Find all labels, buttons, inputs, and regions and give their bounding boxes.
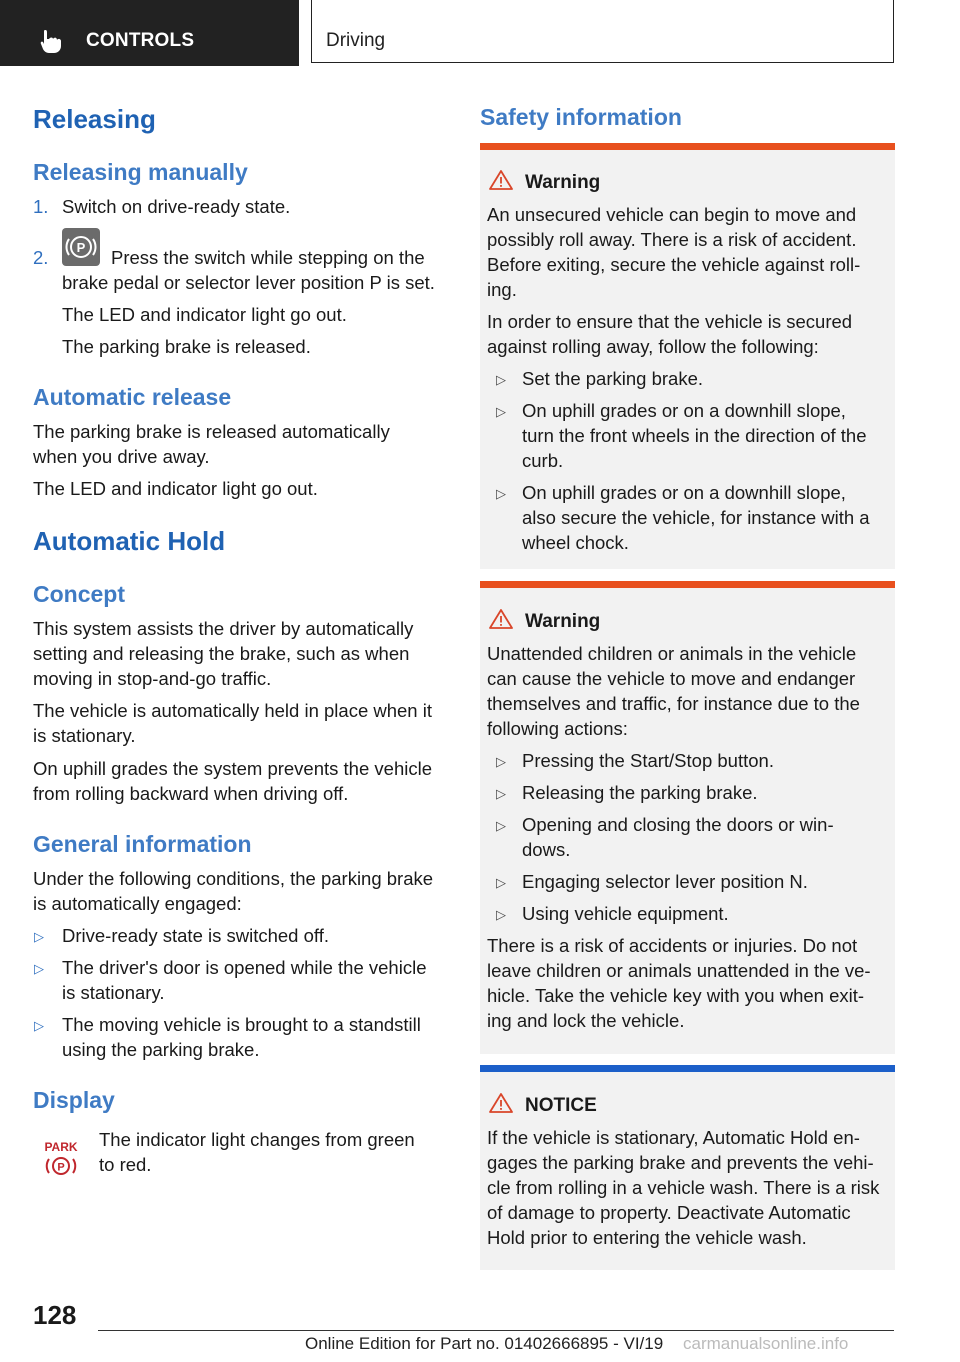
step-text: Press the switch while stepping on the [111,247,425,268]
warning-list-item: turn the front wheels in the direction of the [522,425,867,446]
paragraph: setting and releasing the brake, such as when [33,643,410,664]
paragraph: The LED and indicator light go out. [33,478,318,499]
edition-text: Online Edition for Part no. 01402666895 - VI/19 [305,1334,664,1353]
paragraph: is automatically engaged: [33,893,242,914]
heading-safety-information: Safety information [480,104,682,130]
step-number: 1. [33,196,49,217]
svg-text:P: P [76,240,86,255]
list-item: is stationary. [62,982,165,1003]
heading-releasing-manually: Releasing manually [33,159,248,185]
svg-text:P: P [57,1161,65,1174]
bullet-triangle-icon: ▷ [496,754,506,769]
warning-list-item: On uphill grades or on a downhill slope, [522,400,846,421]
bullet-triangle-icon: ▷ [34,1018,44,1033]
warning-title: Warning [525,611,601,632]
footer-divider [98,1330,894,1331]
notice-text: of damage to property. Deactivate Automatic [487,1202,851,1223]
warning-list-item: On uphill grades or on a downhill slope, [522,482,846,503]
warning-text: possibly roll away. There is a risk of accident. [487,229,857,250]
bullet-triangle-icon: ▷ [496,372,506,387]
paragraph: is stationary. [33,725,136,746]
warning-text: ing. [487,279,517,300]
step-text: brake pedal or selector lever position P is set. [62,272,435,293]
chapter-label: Driving [326,30,386,51]
paragraph: On uphill grades the system prevents the vehicle [33,758,432,779]
notice-text: If the vehicle is stationary, Automatic Hold en‐ [487,1127,860,1148]
bullet-triangle-icon: ▷ [496,786,506,801]
notice-bar [480,1065,895,1072]
paragraph: This system assists the driver by automatically [33,618,414,639]
paragraph: to red. [99,1154,152,1175]
bullet-triangle-icon: ▷ [496,486,506,501]
list-item: The moving vehicle is brought to a standstill [62,1014,421,1035]
warning-triangle-icon [488,169,514,191]
warning-list-item: Set the parking brake. [522,368,703,389]
warning-text: Before exiting, secure the vehicle against roll‐ [487,254,861,275]
heading-releasing: Releasing [33,104,156,134]
footer-edition [305,1334,849,1354]
step-note: The parking brake is released. [62,336,311,357]
step-number: 2. [33,247,49,268]
bullet-triangle-icon: ▷ [496,404,506,419]
warning-text: An unsecured vehicle can begin to move and [487,204,857,225]
warning-list-item: curb. [522,450,564,471]
warning-triangle-icon [488,608,514,630]
warning-list-item: Engaging selector lever position N. [522,871,808,892]
notice-text: cle from rolling in a vehicle wash. There is a risk [487,1177,880,1198]
bullet-triangle-icon: ▷ [34,929,44,944]
park-indicator-icon [40,1138,82,1180]
warning-text: against rolling away, follow the following: [487,336,819,357]
bullet-triangle-icon: ▷ [496,875,506,890]
heading-display: Display [33,1087,115,1113]
section-label: CONTROLS [86,30,195,51]
notice-text: Hold prior to entering the vehicle wash. [487,1227,807,1248]
notice-title: NOTICE [525,1095,597,1116]
warning-triangle-icon [488,1092,514,1114]
hand-pointer-icon [38,28,64,54]
watermark: carmanualsonline.info [683,1334,849,1353]
warning-list-item: Pressing the Start/Stop button. [522,750,774,771]
paragraph: from rolling backward when driving off. [33,783,349,804]
warning-text: In order to ensure that the vehicle is secured [487,311,853,332]
page-number: 128 [33,1300,77,1330]
warning-text: There is a risk of accidents or injuries. Do not [487,935,858,956]
paragraph: when you drive away. [33,446,210,467]
warning-bar [480,143,895,150]
warning-text: ing and lock the vehicle. [487,1010,685,1031]
svg-text:PARK: PARK [44,1140,78,1154]
warning-list-item: Opening and closing the doors or win‐ [522,814,834,835]
warning-list-item: Releasing the parking brake. [522,782,758,803]
paragraph: moving in stop-and-go traffic. [33,668,272,689]
step-note: The LED and indicator light go out. [62,304,347,325]
warning-list-item: also secure the vehicle, for instance with a [522,507,870,528]
heading-concept: Concept [33,581,125,607]
warning-title: Warning [525,172,601,193]
list-item: using the parking brake. [62,1039,260,1060]
warning-box [480,581,895,1054]
heading-automatic-release: Automatic release [33,384,232,410]
warning-text: themselves and traffic, for instance due to the [487,693,860,714]
warning-list-item: wheel chock. [522,532,629,553]
step-text: Switch on drive-ready state. [62,196,291,217]
chapter-tab-driving [311,0,894,63]
bullet-triangle-icon: ▷ [34,961,44,976]
paragraph: The indicator light changes from green [99,1129,415,1150]
list-item: The driver's door is opened while the vehicle [62,957,427,978]
warning-bar [480,581,895,588]
notice-text: gages the parking brake and prevents the vehi‐ [487,1152,874,1173]
warning-box [480,143,895,569]
warning-text: hicle. Take the vehicle key with you when exit‐ [487,985,865,1006]
paragraph: Under the following conditions, the parking brake [33,868,434,889]
heading-general-information: General information [33,831,252,857]
warning-list-item: dows. [522,839,571,860]
parking-brake-switch-icon [62,228,100,266]
warning-text: Unattended children or animals in the vehicle [487,643,857,664]
warning-text: leave children or animals unattended in the ve‐ [487,960,871,981]
bullet-triangle-icon: ▷ [496,907,506,922]
section-tab-controls [0,0,299,66]
bullet-triangle-icon: ▷ [496,818,506,833]
warning-text: following actions: [487,718,628,739]
notice-box [480,1065,895,1270]
warning-text: can cause the vehicle to move and endanger [487,668,856,689]
paragraph: The vehicle is automatically held in place when it [33,700,432,721]
warning-list-item: Using vehicle equipment. [522,903,729,924]
list-item: Drive-ready state is switched off. [62,925,329,946]
heading-automatic-hold: Automatic Hold [33,526,226,556]
paragraph: The parking brake is released automatically [33,421,390,442]
